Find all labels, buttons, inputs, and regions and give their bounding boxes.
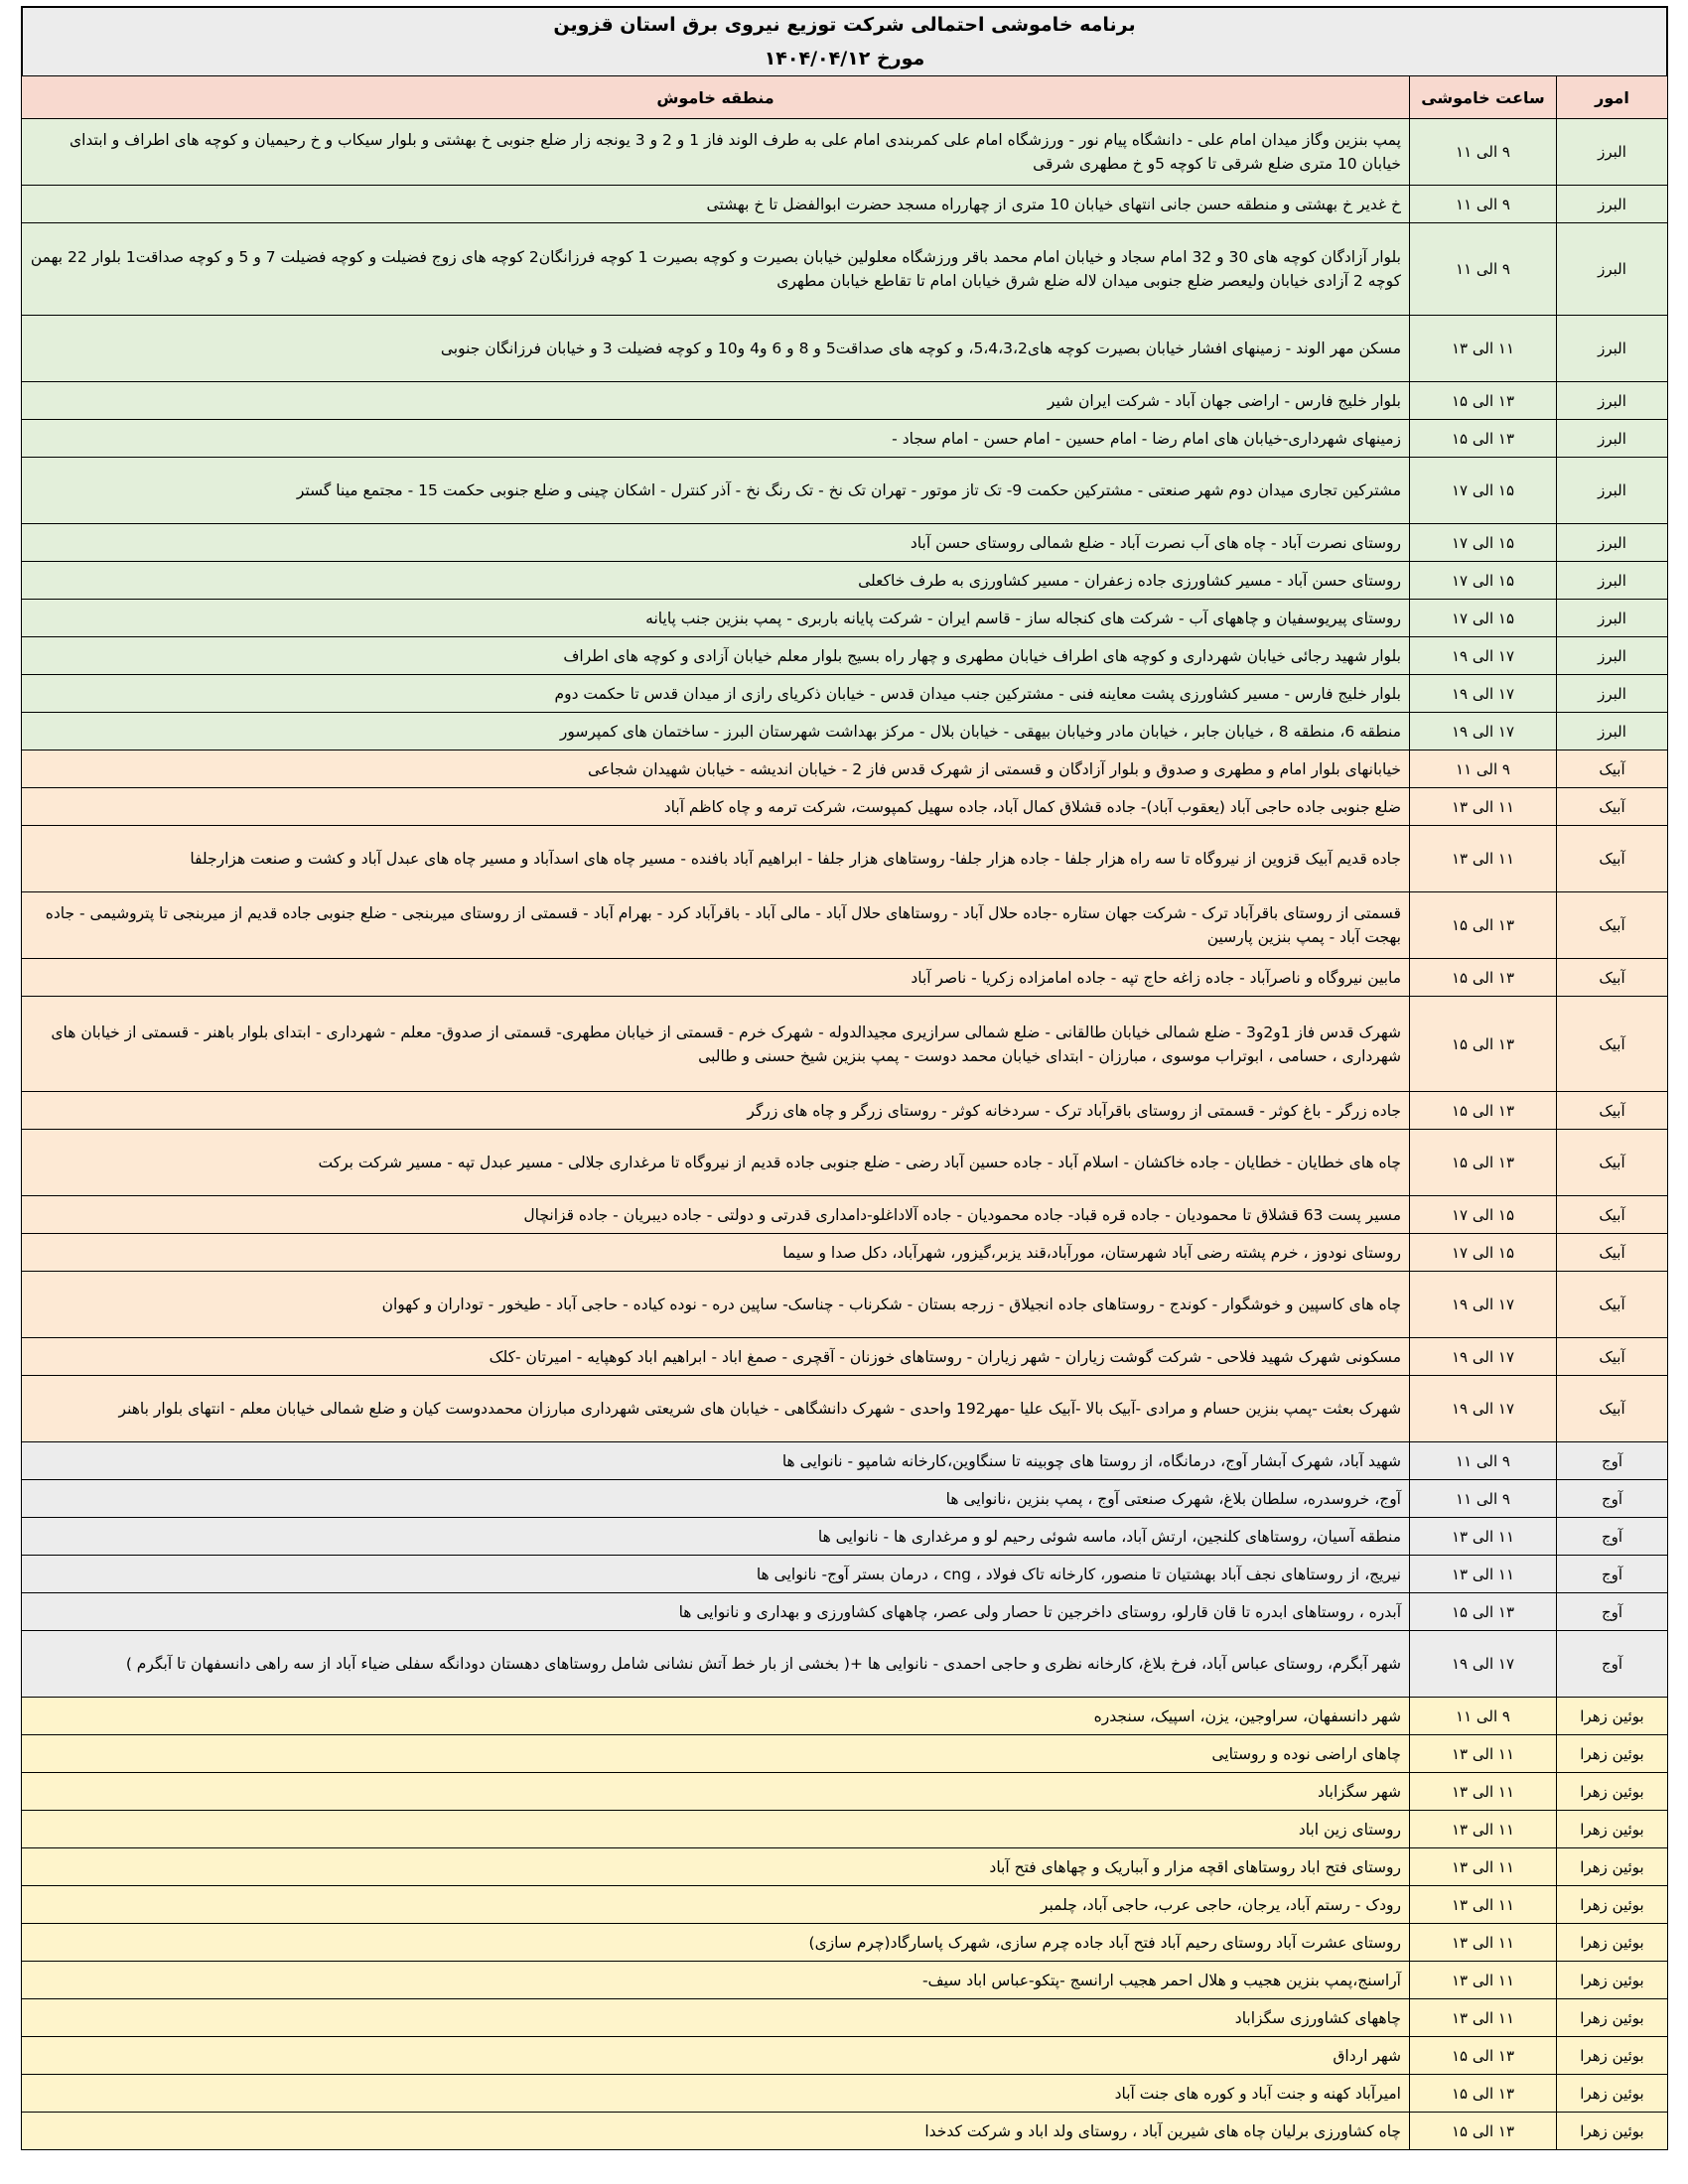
- row-time: ۱۳ الی ۱۵: [1410, 1092, 1557, 1130]
- row-area: روستای نودوز ، خرم پشته رضی آباد شهرستان، مورآباد،قند یزبر،گیزور، شهرآباد، دکل صدا و سیما: [22, 1234, 1410, 1272]
- row-area: امیرآباد کهنه و جنت آباد و کوره های جنت آباد: [22, 2075, 1410, 2113]
- row-time: ۹ الی ۱۱: [1410, 1480, 1557, 1518]
- row-area: ضلع جنوبی جاده حاجی آباد (یعقوب آباد)- جاده قشلاق کمال آباد، جاده سهیل کمپوست، شرکت ترمه و چاه کاظم آباد: [22, 788, 1410, 826]
- row-amur: آبیک: [1557, 1272, 1668, 1338]
- row-area: چاههای کشاورزی سگزاباد: [22, 1999, 1410, 2037]
- row-time: ۱۱ الی ۱۳: [1410, 1773, 1557, 1811]
- row-time: ۱۳ الی ۱۵: [1410, 420, 1557, 458]
- table-row: [22, 1442, 1668, 1480]
- row-time: ۱۷ الی ۱۹: [1410, 1338, 1557, 1376]
- row-time: ۱۵ الی ۱۷: [1410, 524, 1557, 562]
- row-area: رودک - رستم آباد، یرجان، حاجی عرب، حاجی آباد، چلمبر: [22, 1886, 1410, 1924]
- row-amur: البرز: [1557, 458, 1668, 524]
- row-time: ۹ الی ۱۱: [1410, 1442, 1557, 1480]
- row-amur: بوئین زهرا: [1557, 1848, 1668, 1886]
- row-time: ۱۳ الی ۱۵: [1410, 2113, 1557, 2150]
- row-amur: بوئین زهرا: [1557, 1773, 1668, 1811]
- table-row: [22, 382, 1668, 420]
- column-header-area: منطقه خاموش: [22, 76, 1410, 119]
- row-amur: آبیک: [1557, 1234, 1668, 1272]
- row-time: ۱۵ الی ۱۷: [1410, 600, 1557, 637]
- table-row: [22, 1480, 1668, 1518]
- table-row: [22, 186, 1668, 223]
- row-area: شهرک بعثت -پمپ بنزین حسام و مرادی -آبیک بالا -آبیک علیا -مهر192 واحدی - شهرک دانشگاهی - خیابان های شریعتی شهرداری مبارزان محمددوست کیان و ضلع شمالی خیابان معلم - انتهای بلوار باهنر: [22, 1376, 1410, 1442]
- row-amur: آوج: [1557, 1442, 1668, 1480]
- row-amur: البرز: [1557, 675, 1668, 713]
- row-time: ۱۷ الی ۱۹: [1410, 1272, 1557, 1338]
- schedule-title: برنامه خاموشی احتمالی شرکت توزیع نیروی برق استان قزوین: [553, 14, 1136, 36]
- row-time: ۱۱ الی ۱۳: [1410, 316, 1557, 382]
- row-area: شهر آبگرم، روستای عباس آباد، فرخ بلاغ، کارخانه نظری و حاجی احمدی - نانوایی ها +( بخشی از بار خط آتش نشانی شامل روستاهای دهستان دودانگه سفلی ضیاء آباد از سه راهی دانسفهان تا آبگرم ): [22, 1631, 1410, 1698]
- row-time: ۱۷ الی ۱۹: [1410, 1376, 1557, 1442]
- table-row: [22, 637, 1668, 675]
- row-time: ۹ الی ۱۱: [1410, 119, 1557, 186]
- table-row: [22, 223, 1668, 316]
- outage-table: [21, 75, 1668, 2150]
- table-row: [22, 119, 1668, 186]
- row-area: جاده زرگر - باغ کوثر - قسمتی از روستای باقرآباد ترک - سردخانه کوثر - روستای زرگر و چاه های زرگر: [22, 1092, 1410, 1130]
- row-amur: بوئین زهرا: [1557, 1735, 1668, 1773]
- row-time: ۱۱ الی ۱۳: [1410, 1848, 1557, 1886]
- row-time: ۱۳ الی ۱۵: [1410, 892, 1557, 959]
- row-amur: بوئین زهرا: [1557, 1811, 1668, 1848]
- row-amur: آبیک: [1557, 959, 1668, 997]
- row-amur: البرز: [1557, 316, 1668, 382]
- row-area: چاه های کاسپین و خوشگوار - کوندج - روستاهای جاده انجیلاق - زرجه بستان - شکرناب - چناسک- ساپین دره - نوده کیاده - حاجی آباد - طیخور - توداران و کهوان: [22, 1272, 1410, 1338]
- table-row: [22, 1886, 1668, 1924]
- row-area: بلوار شهید رجائی خیابان شهرداری و کوچه های اطراف خیابان مطهری و چهار راه بسیج بلوار معلم خیابان آزادی و کوچه های اطراف: [22, 637, 1410, 675]
- row-time: ۹ الی ۱۱: [1410, 1698, 1557, 1735]
- table-row: [22, 1924, 1668, 1962]
- table-row: [22, 2075, 1668, 2113]
- table-row: [22, 1234, 1668, 1272]
- row-area: خیابانهای بلوار امام و مطهری و صدوق و بلوار آزادگان و قسمتی از شهرک قدس فاز 2 - خیابان اندیشه - خیابان شهیدان شجاعی: [22, 751, 1410, 788]
- row-amur: بوئین زهرا: [1557, 1999, 1668, 2037]
- row-time: ۱۱ الی ۱۳: [1410, 1811, 1557, 1848]
- table-row: [22, 1556, 1668, 1593]
- table-row: [22, 1338, 1668, 1376]
- row-time: ۱۱ الی ۱۳: [1410, 788, 1557, 826]
- table-row: [22, 1735, 1668, 1773]
- row-amur: بوئین زهرا: [1557, 2075, 1668, 2113]
- row-time: ۱۱ الی ۱۳: [1410, 826, 1557, 892]
- row-amur: البرز: [1557, 382, 1668, 420]
- row-area: مشترکین تجاری میدان دوم شهر صنعتی - مشترکین حکمت 9- تک تاز موتور - تهران تک نخ - تک رنگ نخ - آذر کنترل - اشکان چینی و ضلع جنوبی حکمت 15 - مجتمع مینا گستر: [22, 458, 1410, 524]
- row-time: ۱۱ الی ۱۳: [1410, 1735, 1557, 1773]
- row-area: آوج، خروسدره، سلطان بلاغ، شهرک صنعتی آوج ، پمپ بنزین ،نانوایی ها: [22, 1480, 1410, 1518]
- row-area: زمینهای شهرداری-خیابان های امام رضا - امام حسین - امام حسن - امام سجاد -: [22, 420, 1410, 458]
- table-row: [22, 524, 1668, 562]
- table-row: [22, 1196, 1668, 1234]
- row-amur: آبیک: [1557, 1130, 1668, 1196]
- row-area: مسیر پست 63 قشلاق تا محمودیان - جاده قره قباد- جاده محمودیان - جاده آلاداغلو-دامداری قدرتی و دولتی - جاده دیبریان - جاده قزانچال: [22, 1196, 1410, 1234]
- row-area: شهر ارداق: [22, 2037, 1410, 2075]
- table-row: [22, 316, 1668, 382]
- row-time: ۱۳ الی ۱۵: [1410, 1130, 1557, 1196]
- row-area: روستای نصرت آباد - چاه های آب نصرت آباد - ضلع شمالی روستای حسن آباد: [22, 524, 1410, 562]
- row-time: ۱۷ الی ۱۹: [1410, 1631, 1557, 1698]
- row-area: چاه کشاورزی برلیان چاه های شیرین آباد ، روستای ولد اباد و شرکت کدخدا: [22, 2113, 1410, 2150]
- row-area: مسکونی شهرک شهید فلاحی - شرکت گوشت زیاران - شهر زیاران - روستاهای خوزنان - آقچری - صمغ اباد - ابراهیم اباد کوهپایه - امیرتان -کلک: [22, 1338, 1410, 1376]
- table-row: [22, 1848, 1668, 1886]
- table-row: [22, 751, 1668, 788]
- row-area: نیریج، از روستاهای نجف آباد بهشتیان تا منصور، کارخانه تاک فولاد ، cng ، درمان بستر آوج- نانوایی ها: [22, 1556, 1410, 1593]
- row-area: جاده قدیم آبیک قزوین از نیروگاه تا سه راه هزار جلفا - جاده هزار جلفا- روستاهای هزار جلفا - ابراهیم آباد بافنده - مسیر چاه های اسدآباد و مسیر چاه های عبدل آباد و کشت و صنعت هزارجلفا: [22, 826, 1410, 892]
- row-time: ۱۵ الی ۱۷: [1410, 458, 1557, 524]
- row-amur: البرز: [1557, 119, 1668, 186]
- table-row: [22, 1631, 1668, 1698]
- row-time: ۱۵ الی ۱۷: [1410, 562, 1557, 600]
- row-time: ۱۷ الی ۱۹: [1410, 637, 1557, 675]
- table-row: [22, 1698, 1668, 1735]
- row-area: خ غدیر خ بهشتی و منطقه حسن جانی انتهای خیابان 10 متری از چهارراه مسجد حضرت ابوالفضل تا خ بهشتی: [22, 186, 1410, 223]
- row-amur: البرز: [1557, 637, 1668, 675]
- table-row: [22, 562, 1668, 600]
- table-row: [22, 1376, 1668, 1442]
- table-row: [22, 713, 1668, 751]
- row-amur: البرز: [1557, 562, 1668, 600]
- column-header-amur: امور: [1557, 76, 1668, 119]
- row-area: آراسنج،پمپ بنزین هجیب و هلال احمر هجیب ارانسج -پتکو-عباس اباد سیف-: [22, 1962, 1410, 1999]
- table-header-row: [22, 76, 1668, 119]
- row-time: ۱۱ الی ۱۳: [1410, 1556, 1557, 1593]
- table-row: [22, 458, 1668, 524]
- row-area: روستای عشرت آباد روستای رحیم آباد فتح آباد جاده چرم سازی، شهرک پاسارگاد(چرم سازی): [22, 1924, 1410, 1962]
- row-amur: آوج: [1557, 1593, 1668, 1631]
- row-area: روستای زین اباد: [22, 1811, 1410, 1848]
- row-area: شهر دانسفهان، سراوجین، یزن، اسپیک، سنجدره: [22, 1698, 1410, 1735]
- row-time: ۱۱ الی ۱۳: [1410, 1518, 1557, 1556]
- outage-schedule-sheet: [21, 6, 1668, 2150]
- table-row: [22, 1811, 1668, 1848]
- table-row: [22, 997, 1668, 1092]
- row-area: چاهای اراضی نوده و روستایی: [22, 1735, 1410, 1773]
- row-time: ۱۵ الی ۱۷: [1410, 1234, 1557, 1272]
- row-amur: البرز: [1557, 524, 1668, 562]
- row-time: ۱۳ الی ۱۵: [1410, 2075, 1557, 2113]
- row-area: روستای پیریوسفیان و چاههای آب - شرکت های کنجاله ساز - قاسم ایران - شرکت پایانه باربری - پمپ بنزین جنب پایانه: [22, 600, 1410, 637]
- row-amur: البرز: [1557, 223, 1668, 316]
- schedule-header: [21, 6, 1668, 75]
- table-row: [22, 1272, 1668, 1338]
- row-time: ۱۳ الی ۱۵: [1410, 1593, 1557, 1631]
- table-row: [22, 420, 1668, 458]
- table-row: [22, 1092, 1668, 1130]
- row-time: ۹ الی ۱۱: [1410, 186, 1557, 223]
- table-row: [22, 2037, 1668, 2075]
- table-row: [22, 1999, 1668, 2037]
- row-time: ۱۱ الی ۱۳: [1410, 1886, 1557, 1924]
- row-amur: بوئین زهرا: [1557, 1698, 1668, 1735]
- row-area: منطقه آسیان، روستاهای کلنجین، ارتش آباد، ماسه شوئی رحیم لو و مرغداری ها - نانوایی ها: [22, 1518, 1410, 1556]
- table-row: [22, 675, 1668, 713]
- row-time: ۱۱ الی ۱۳: [1410, 1999, 1557, 2037]
- row-area: منطقه 6، منطقه 8 ، خیابان جابر ، خیابان مادر وخیابان بیهقی - خیابان بلال - مرکز بهداشت شهرستان البرز - ساختمان های کمپرسور: [22, 713, 1410, 751]
- table-row: [22, 1518, 1668, 1556]
- row-area: پمپ بنزین وگاز میدان امام علی - دانشگاه پیام نور - ورزشگاه امام علی کمربندی امام علی به طرف الوند فاز 1 و 2 و 3 یونجه زار ضلع جنوبی خ بهشتی و بلوار سیکاب و خ رحیمیان و کوچه های اطراف و ابتدای خیابان 10 متری ضلع شرقی تا کوچه 5و خ مطهری شرقی: [22, 119, 1410, 186]
- row-time: ۱۳ الی ۱۵: [1410, 382, 1557, 420]
- row-amur: بوئین زهرا: [1557, 1924, 1668, 1962]
- row-area: بلوار آزادگان کوچه های 30 و 32 امام سجاد و خیابان امام محمد باقر ورزشگاه معلولین خیابان بصیرت و کوچه بصیرت 1 کوچه فرزانگان2 کوچه های زوج فضیلت و کوچه فضیلت 7 و 5 و کوچه صداقت1 بلوار 22 بهمن کوچه 2 آزادی خیابان ولیعصر ضلع جنوبی میدان لاله ضلع شرق خیابان امام تا تقاطع خیابان مطهری: [22, 223, 1410, 316]
- row-area: بلوار خلیج فارس - اراضی جهان آباد - شرکت ایران شیر: [22, 382, 1410, 420]
- row-area: شهرک قدس فاز 1و2و3 - ضلع شمالی خیابان طالقانی - ضلع شمالی سرازیری مجیدالدوله - شهرک خرم - قسمتی از خیابان مطهری- قسمتی از صدوق- معلم - شهرداری - ابتدای بلوار باهنر - قسمتی از خیابان های شهرداری ، حسامی ، ابوتراب موسوی ، مبارزان - ابتدای خیابان محمد دوست - پمپ بنزین شیخ حسنی و طالبی: [22, 997, 1410, 1092]
- row-amur: آبیک: [1557, 997, 1668, 1092]
- row-time: ۹ الی ۱۱: [1410, 751, 1557, 788]
- row-area: مسکن مهر الوند - زمینهای افشار خیابان بصیرت کوچه های5،4،3،2، و کوچه های صداقت5 و 8 و 6 و4 و10 و کوچه فضیلت 3 و خیابان فرزانگان جنوبی: [22, 316, 1410, 382]
- row-amur: آبیک: [1557, 788, 1668, 826]
- row-time: ۱۷ الی ۱۹: [1410, 675, 1557, 713]
- table-row: [22, 600, 1668, 637]
- row-amur: آبیک: [1557, 1376, 1668, 1442]
- row-amur: آوج: [1557, 1556, 1668, 1593]
- row-area: قسمتی از روستای باقرآباد ترک - شرکت جهان ستاره -جاده حلال آباد - روستاهای حلال آباد - مالی آباد - باقرآباد کرد - بهرام آباد - قسمتی از روستای میربنجی - ضلع جنوبی جاده قدیم از میربنجی تا پتروشیمی - جاده بهجت آباد - پمپ بنزین پارسین: [22, 892, 1410, 959]
- row-amur: بوئین زهرا: [1557, 1962, 1668, 1999]
- table-row: [22, 1593, 1668, 1631]
- table-row: [22, 1773, 1668, 1811]
- row-amur: آبیک: [1557, 892, 1668, 959]
- row-time: ۱۳ الی ۱۵: [1410, 959, 1557, 997]
- column-header-time: ساعت خاموشی: [1410, 76, 1557, 119]
- row-amur: البرز: [1557, 600, 1668, 637]
- row-amur: بوئین زهرا: [1557, 2113, 1668, 2150]
- table-row: [22, 892, 1668, 959]
- row-amur: آبیک: [1557, 751, 1668, 788]
- row-time: ۱۱ الی ۱۳: [1410, 1924, 1557, 1962]
- row-amur: البرز: [1557, 713, 1668, 751]
- table-row: [22, 1130, 1668, 1196]
- row-amur: آوج: [1557, 1480, 1668, 1518]
- row-time: ۱۳ الی ۱۵: [1410, 2037, 1557, 2075]
- row-area: چاه های خطایان - خطایان - جاده خاکشان - اسلام آباد - جاده حسین آباد رضی - ضلع جنوبی جاده قدیم از نیروگاه تا مرغداری جلالی - مسیر عبدل تپه - مسیر شرکت برکت: [22, 1130, 1410, 1196]
- row-amur: بوئین زهرا: [1557, 2037, 1668, 2075]
- table-row: [22, 788, 1668, 826]
- row-area: روستای حسن آباد - مسیر کشاورزی جاده زعفران - مسیر کشاورزی به طرف خاکعلی: [22, 562, 1410, 600]
- row-amur: البرز: [1557, 186, 1668, 223]
- row-amur: آبیک: [1557, 826, 1668, 892]
- row-amur: آوج: [1557, 1631, 1668, 1698]
- row-area: بلوار خلیج فارس - مسیر کشاورزی پشت معاینه فنی - مشترکین جنب میدان قدس - خیابان ذکریای رازی از میدان قدس تا حکمت دوم: [22, 675, 1410, 713]
- row-area: مابین نیروگاه و ناصرآباد - جاده زاغه حاج تپه - جاده امامزاده زکریا - ناصر آباد: [22, 959, 1410, 997]
- row-amur: آبیک: [1557, 1338, 1668, 1376]
- row-amur: آبیک: [1557, 1092, 1668, 1130]
- row-area: شهید آباد، شهرک آبشار آوج، درمانگاه، از روستا های چوبینه تا سنگاوین،کارخانه شامپو - نانوایی ها: [22, 1442, 1410, 1480]
- table-row: [22, 826, 1668, 892]
- schedule-date: مورخ ۱۴۰۴/۰۴/۱۲: [764, 48, 925, 69]
- row-time: ۱۱ الی ۱۳: [1410, 1962, 1557, 1999]
- table-row: [22, 2113, 1668, 2150]
- row-amur: البرز: [1557, 420, 1668, 458]
- row-time: ۱۳ الی ۱۵: [1410, 997, 1557, 1092]
- row-amur: آبیک: [1557, 1196, 1668, 1234]
- table-row: [22, 959, 1668, 997]
- row-area: آبدره ، روستاهای ابدره تا قان قارلو، روستای داخرجین تا حصار ولی عصر، چاههای کشاورزی و بهداری و نانوایی ها: [22, 1593, 1410, 1631]
- row-amur: بوئین زهرا: [1557, 1886, 1668, 1924]
- row-time: ۱۵ الی ۱۷: [1410, 1196, 1557, 1234]
- row-amur: آوج: [1557, 1518, 1668, 1556]
- row-time: ۹ الی ۱۱: [1410, 223, 1557, 316]
- row-area: شهر سگزاباد: [22, 1773, 1410, 1811]
- row-time: ۱۷ الی ۱۹: [1410, 713, 1557, 751]
- table-row: [22, 1962, 1668, 1999]
- row-area: روستای فتح اباد روستاهای اقچه مزار و آبباریک و چهاهای فتح آباد: [22, 1848, 1410, 1886]
